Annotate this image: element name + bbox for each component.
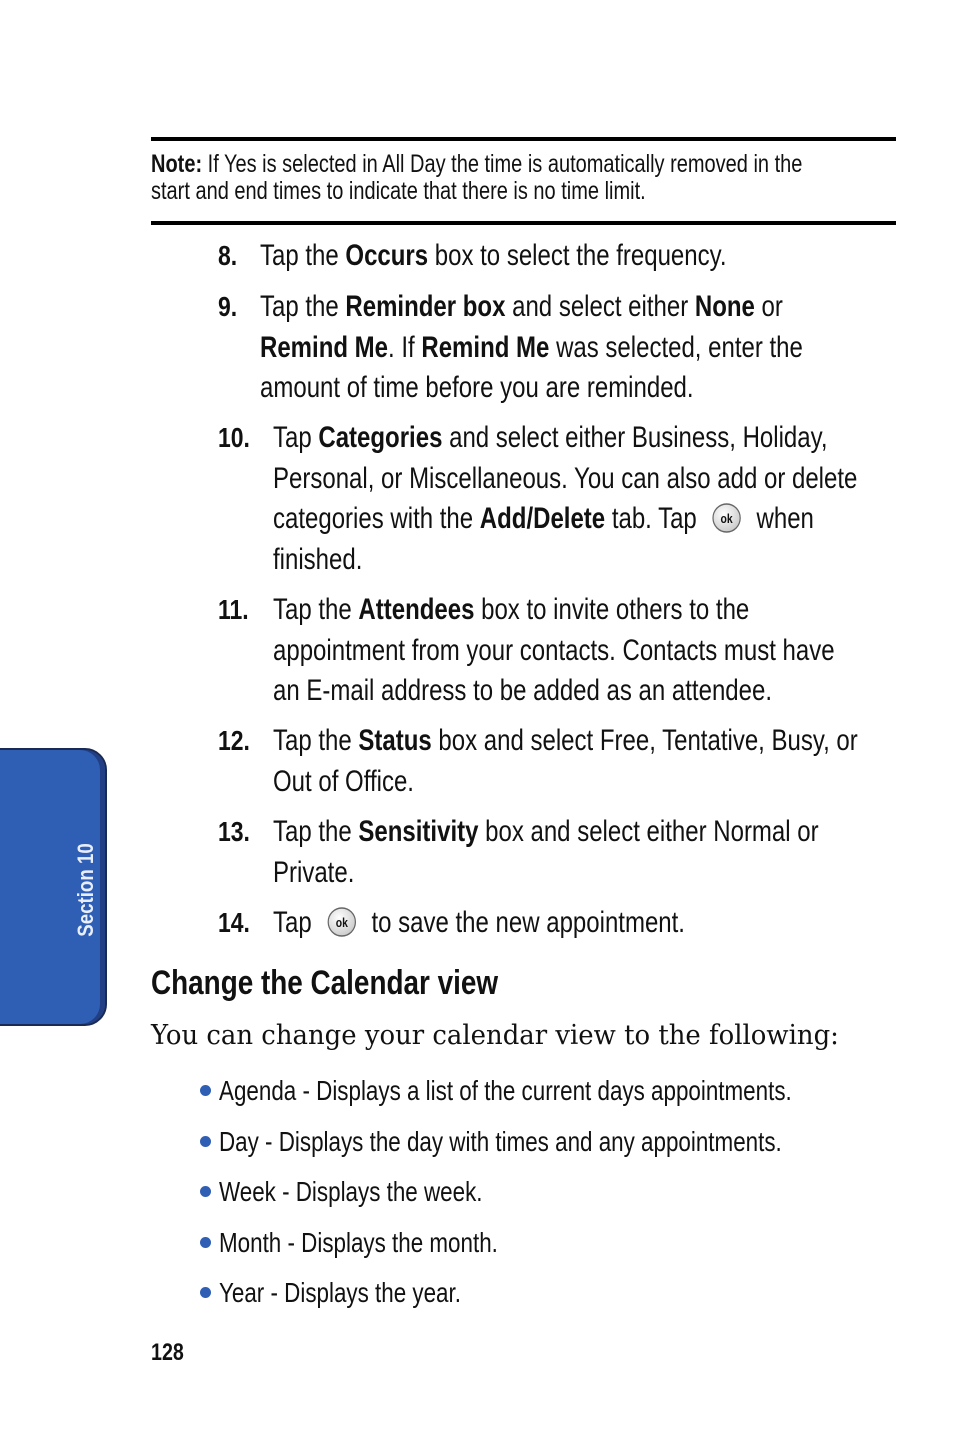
note-line-2: start and end times to indicate that there is no time limit. xyxy=(151,177,646,205)
bullet-item xyxy=(200,1174,548,1210)
bullet-dot xyxy=(200,1136,211,1147)
step-text-line: appointment from your contacts. Contacts must have xyxy=(273,633,835,667)
bullet-text: Day - Displays the day with times and any appointments. xyxy=(219,1126,782,1157)
note-text-1: If Yes is selected in All Day the time is automatically removed in the xyxy=(207,150,803,178)
bullet-item xyxy=(200,1124,922,1160)
note-label: Note: xyxy=(151,150,203,178)
bullet-dot xyxy=(200,1237,211,1248)
ok-icon xyxy=(326,906,356,938)
step-number: 11. xyxy=(218,594,249,625)
step-text-line: Tap ok to save the new appointment. xyxy=(273,906,685,939)
bullet-dot xyxy=(200,1186,211,1197)
emphasis-term: Remind Me xyxy=(421,330,550,364)
intro-paragraph: You can change your calendar view to the following: xyxy=(151,1020,839,1051)
step-text-line: Personal, or Miscellaneous. You can also add or delete xyxy=(273,461,858,495)
step-text-line: an E-mail address to be added as an attendee. xyxy=(273,674,773,707)
emphasis-term: Status xyxy=(358,724,432,757)
emphasis-term: Sensitivity xyxy=(358,815,479,848)
step-number: 13. xyxy=(218,816,250,847)
emphasis-term: Attendees xyxy=(358,593,475,626)
section-heading: Change the Calendar view xyxy=(151,964,499,1002)
bullet-text: Week - Displays the week. xyxy=(219,1176,483,1207)
section-tab-text: Section 10 xyxy=(73,843,98,937)
bullet-item xyxy=(200,1073,935,1109)
svg-text:ok: ok xyxy=(335,915,348,931)
bullet-text: Agenda - Displays a list of the current days appointments. xyxy=(219,1075,792,1106)
page-number: 128 xyxy=(151,1339,184,1366)
step-number: 14. xyxy=(218,907,250,938)
bullet-item xyxy=(200,1225,568,1261)
bullet-dot xyxy=(200,1085,211,1096)
step-text-line: Tap the Sensitivity box and select either Normal or xyxy=(273,815,819,848)
step-number: 9. xyxy=(218,291,238,322)
emphasis-term: Reminder box xyxy=(345,290,506,323)
step-text-line: Remind Me. If Remind Me was selected, enter the xyxy=(260,330,803,364)
emphasis-term: Add/Delete xyxy=(479,502,606,535)
step-number: 12. xyxy=(218,725,250,756)
emphasis-term: None xyxy=(694,290,755,323)
bullet-text: Month - Displays the month. xyxy=(219,1227,498,1258)
step-text-line: Tap the Status box and select Free, Tentative, Busy, or xyxy=(273,724,858,757)
bullet-item xyxy=(200,1275,521,1311)
step-number: 8. xyxy=(218,240,238,271)
step-text-line: Tap Categories and select either Business, Holiday, xyxy=(273,421,828,454)
bullet-dot xyxy=(200,1287,211,1298)
step-text-line: Tap the Attendees box to invite others to the xyxy=(273,593,750,626)
step-text-line: Out of Office. xyxy=(273,764,414,798)
section-tab-label xyxy=(73,835,99,945)
step-text-line: Tap the Reminder box and select either None or xyxy=(260,290,783,323)
step-number: 10. xyxy=(218,422,250,453)
note-line-1 xyxy=(151,151,802,178)
emphasis-term: Categories xyxy=(318,421,443,454)
step-text-line: Private. xyxy=(273,855,355,889)
step-text-line: categories with the Add/Delete tab. Tap ok when xyxy=(273,502,814,535)
step-text-line: finished. xyxy=(273,542,363,576)
svg-text:ok: ok xyxy=(720,511,733,527)
bullet-text: Year - Displays the year. xyxy=(219,1277,461,1308)
ok-icon xyxy=(711,502,741,534)
emphasis-term: Occurs xyxy=(345,239,429,272)
step-text-line: amount of time before you are reminded. xyxy=(260,371,694,404)
note-box xyxy=(151,137,896,225)
step-text-line: Tap the Occurs box to select the frequency. xyxy=(260,239,727,272)
emphasis-term: Remind Me xyxy=(260,330,389,364)
